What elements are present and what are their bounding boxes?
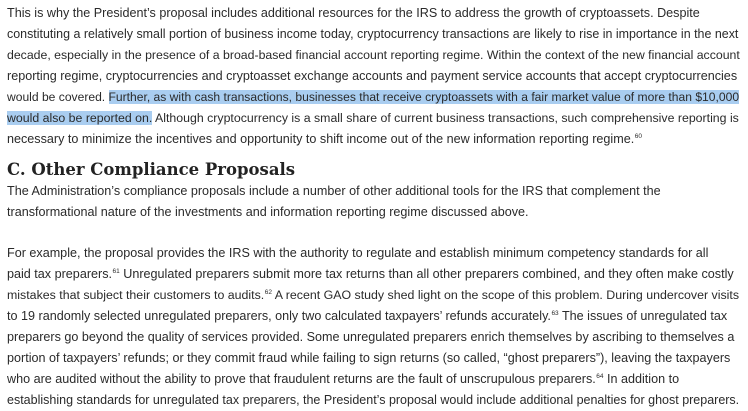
text-line-content: constituting a relatively small portion of business income today, cryptocurrency transactions are likely to rise in importance in the next xyxy=(7,27,739,41)
text-line-content: necessary to minimize the incentives and opportunity to shift income out of the new information reporting regime. xyxy=(7,132,635,146)
footnote-ref-62[interactable]: 62 xyxy=(264,289,272,296)
text-line xyxy=(7,369,739,390)
text-line xyxy=(7,327,739,348)
footnote-ref-61[interactable]: 61 xyxy=(112,268,120,275)
text-line-content: This is why the President’s proposal includes additional resources for the IRS to address the growth of cryptoassets. Despite xyxy=(7,6,700,20)
text-line-content: For example, the proposal provides the IRS with the authority to regulate and establish minimum competency standards for all xyxy=(7,246,709,260)
text-line xyxy=(7,348,739,369)
text-line xyxy=(7,87,740,108)
text-line-content: would be covered. xyxy=(7,90,109,104)
text-line xyxy=(7,306,739,327)
text-line-content: portion of taxpayers’ refunds; or they commit fraud while failing to sign returns (so called, “ghost preparers”), leaving the taxpayers xyxy=(7,351,731,365)
text-line-content: paid tax preparers. xyxy=(7,267,113,281)
text-line xyxy=(7,66,740,87)
text-line-content: The Administration’s compliance proposals include a number of other additional tools for the IRS that complement the xyxy=(7,184,661,198)
text-line-content: establishing standards for unregulated tax preparers, the President’s proposal would include additional penalties for ghost preparers. xyxy=(7,393,740,407)
text-line xyxy=(7,108,740,129)
text-line xyxy=(7,243,739,264)
text-line-content: A recent GAO study shed light on the scope of this problem. During undercover visits xyxy=(271,288,740,302)
text-line-content: preparers go beyond the quality of services provided. Some unregulated preparers enrich themselves by ascribing to themselves a xyxy=(7,330,735,344)
footnote-ref-64[interactable]: 64 xyxy=(596,373,604,380)
text-line xyxy=(7,390,739,411)
text-line xyxy=(7,129,740,150)
text-line xyxy=(7,45,740,66)
text-line-content: Although cryptocurrency is a small share of current business transactions, such comprehensive reporting is xyxy=(152,111,739,125)
text-line-content: who are audited without the ability to prove that fraudulent returns are the fault of unscrupulous preparers. xyxy=(7,372,596,386)
text-line xyxy=(7,3,740,24)
paragraph-compliance-intro xyxy=(7,181,661,223)
text-line-content: reporting regime, cryptocurrencies and cryptoasset exchange accounts and payment service accounts that accept cryptocurrencies xyxy=(7,69,738,83)
text-line xyxy=(7,181,661,202)
text-line-content: Unregulated preparers submit more tax returns than all other preparers combined, and they often make costly xyxy=(119,267,734,281)
text-line xyxy=(7,264,739,285)
text-line xyxy=(7,202,661,223)
paragraph-tax-preparers xyxy=(7,243,739,411)
text-line-content: The issues of unregulated tax xyxy=(558,309,728,323)
text-line-content: transformational nature of the investments and information reporting regime discussed above. xyxy=(7,205,529,219)
footnote-ref-63[interactable]: 63 xyxy=(551,310,559,317)
footnote-ref-60[interactable]: 60 xyxy=(634,133,642,140)
paragraph-crypto-reporting xyxy=(7,3,740,150)
text-line-content: mistakes that subject their customers to audits. xyxy=(7,288,265,302)
text-line-content: decade, especially in the presence of a broad-based financial account reporting regime. Within the context of the new financial account xyxy=(7,48,740,62)
text-line xyxy=(7,285,739,306)
highlighted-selection[interactable]: would also be reported on. xyxy=(7,111,153,125)
text-line-content: to 19 randomly selected unregulated preparers, only two calculated taxpayers’ refunds accurately. xyxy=(7,309,551,323)
text-line-content: In addition to xyxy=(603,372,680,386)
section-heading: C. Other Compliance Proposals xyxy=(7,160,296,179)
text-line xyxy=(7,24,740,45)
highlighted-selection[interactable]: Further, as with cash transactions, businesses that receive cryptoassets with a fair market value of more than $10,000 xyxy=(108,90,740,104)
